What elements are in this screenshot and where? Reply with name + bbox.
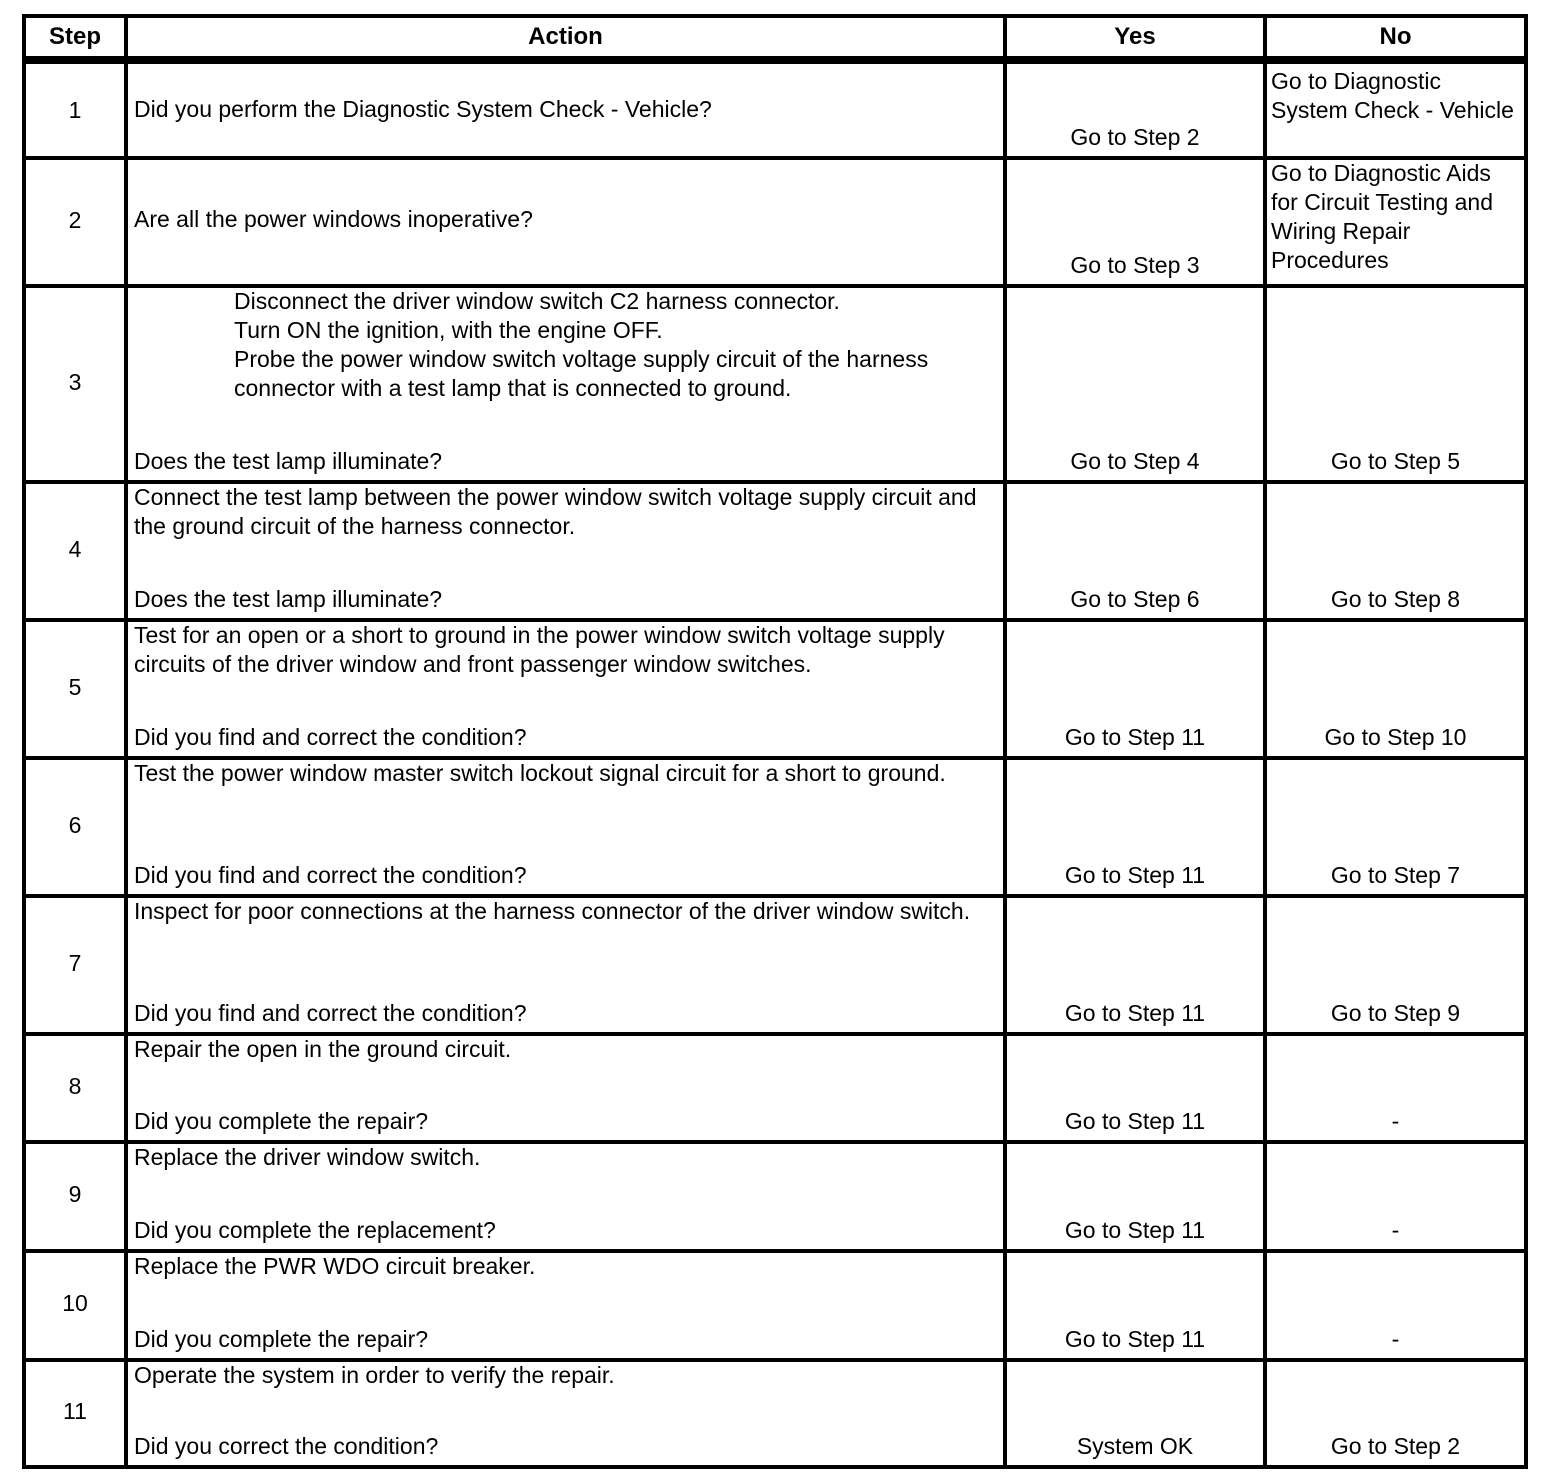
yes-cell — [1003, 156, 1267, 288]
table-row — [22, 1032, 1528, 1144]
yes-result: Go to Step 2 — [1070, 124, 1200, 150]
yes-cell — [1003, 480, 1267, 622]
action-question: Did you perform the Diagnostic System Check - Vehicle? — [134, 96, 712, 122]
action-steps — [134, 1361, 999, 1390]
header-action: Action — [124, 14, 1007, 60]
no-result: - — [1391, 1108, 1400, 1134]
no-cell — [1263, 284, 1528, 484]
no-cell — [1263, 1140, 1528, 1253]
action-cell — [124, 618, 1007, 760]
no-result: - — [1391, 1217, 1400, 1243]
action-cell — [124, 284, 1007, 484]
step-number: 7 — [22, 894, 128, 1036]
yes-result: Go to Step 3 — [1070, 252, 1200, 278]
yes-result: Go to Step 11 — [1064, 1217, 1206, 1243]
action-question: Did you complete the replacement? — [134, 1217, 496, 1243]
action-question: Does the test lamp illuminate? — [134, 586, 443, 612]
action-cell — [124, 156, 1007, 288]
action-cell — [124, 60, 1007, 160]
header-no: No — [1263, 14, 1528, 60]
action-cell — [124, 1249, 1007, 1362]
yes-cell — [1003, 618, 1267, 760]
yes-result: Go to Step 11 — [1064, 1108, 1206, 1134]
no-cell — [1263, 156, 1528, 288]
table-header-row — [22, 14, 1528, 60]
action-cell — [124, 480, 1007, 622]
action-question: Did you complete the repair? — [134, 1326, 429, 1352]
step-number: 8 — [22, 1032, 128, 1144]
no-result: Go to Step 8 — [1330, 586, 1461, 612]
action-question: Did you find and correct the condition? — [134, 1000, 527, 1026]
action-step-text: Repair the open in the ground circuit. — [134, 1036, 512, 1062]
no-cell — [1263, 894, 1528, 1036]
action-step-text: Test the power window master switch lockout signal circuit for a short to ground. — [134, 760, 946, 786]
step-number: 3 — [22, 284, 128, 484]
no-result: Go to Step 7 — [1330, 862, 1461, 888]
yes-cell — [1003, 756, 1267, 898]
action-question: Did you complete the repair? — [134, 1108, 429, 1134]
yes-result: Go to Step 11 — [1064, 724, 1206, 750]
table-row — [22, 1140, 1528, 1253]
step-number: 4 — [22, 480, 128, 622]
action-cell — [124, 1032, 1007, 1144]
no-result: Go to Diagnostic System Check - Vehicle — [1271, 68, 1514, 123]
no-cell — [1263, 60, 1528, 160]
table-row — [22, 156, 1528, 288]
action-cell — [124, 1358, 1007, 1469]
no-result: Go to Diagnostic Aids for Circuit Testing and Wiring Repair Procedures — [1271, 160, 1500, 273]
action-steps — [134, 759, 999, 788]
yes-result: Go to Step 6 — [1070, 586, 1200, 612]
yes-cell — [1003, 1032, 1267, 1144]
table-row — [22, 284, 1528, 484]
action-cell — [124, 894, 1007, 1036]
action-question: Did you correct the condition? — [134, 1433, 439, 1459]
action-step-text: Disconnect the driver window switch C2 harness connector. — [234, 288, 840, 314]
yes-result: Go to Step 11 — [1064, 1000, 1206, 1026]
table-row — [22, 618, 1528, 760]
yes-result: System OK — [1076, 1433, 1194, 1459]
action-steps — [134, 897, 999, 926]
step-number: 5 — [22, 618, 128, 760]
yes-cell — [1003, 1249, 1267, 1362]
action-steps — [134, 621, 999, 679]
table-row — [22, 756, 1528, 898]
table-row — [22, 60, 1528, 160]
action-step-text: Connect the test lamp between the power window switch voltage supply circuit and the ground circuit of the harness connector. — [134, 484, 977, 539]
header-step: Step — [22, 14, 128, 60]
yes-result: Go to Step 11 — [1064, 1326, 1206, 1352]
no-cell — [1263, 1249, 1528, 1362]
action-steps — [134, 1035, 999, 1064]
step-number: 11 — [22, 1358, 128, 1469]
yes-cell — [1003, 60, 1267, 160]
yes-cell — [1003, 284, 1267, 484]
step-number: 6 — [22, 756, 128, 898]
action-question: Did you find and correct the condition? — [134, 724, 527, 750]
header-yes: Yes — [1003, 14, 1267, 60]
no-result: - — [1391, 1326, 1400, 1352]
yes-cell — [1003, 1358, 1267, 1469]
action-step-text: Inspect for poor connections at the harness connector of the driver window switch. — [134, 898, 971, 924]
action-steps — [134, 1143, 999, 1172]
yes-cell — [1003, 894, 1267, 1036]
action-step-text: Test for an open or a short to ground in the power window switch voltage supply circuits of the driver window and front passenger window switches. — [134, 622, 945, 677]
action-step-text: Replace the driver window switch. — [134, 1144, 481, 1170]
action-steps — [134, 287, 999, 403]
yes-result: Go to Step 11 — [1064, 862, 1206, 888]
step-number: 1 — [22, 60, 128, 160]
table-row — [22, 894, 1528, 1036]
action-cell — [124, 756, 1007, 898]
diagnostic-table — [22, 14, 1528, 1469]
no-cell — [1263, 618, 1528, 760]
yes-result: Go to Step 4 — [1070, 448, 1200, 474]
action-question: Are all the power windows inoperative? — [134, 206, 533, 232]
action-cell — [124, 1140, 1007, 1253]
action-question: Did you find and correct the condition? — [134, 862, 527, 888]
no-cell — [1263, 756, 1528, 898]
step-number: 2 — [22, 156, 128, 288]
no-cell — [1263, 480, 1528, 622]
action-step-text: Probe the power window switch voltage supply circuit of the harness connector with a test lamp that is connected to ground. — [234, 346, 929, 401]
no-cell — [1263, 1032, 1528, 1144]
action-steps — [134, 483, 999, 541]
no-result: Go to Step 9 — [1330, 1000, 1461, 1026]
action-step-text: Replace the PWR WDO circuit breaker. — [134, 1253, 536, 1279]
step-number: 9 — [22, 1140, 128, 1253]
action-step-text: Operate the system in order to verify the repair. — [134, 1362, 615, 1388]
action-question: Does the test lamp illuminate? — [134, 448, 443, 474]
table-row — [22, 1249, 1528, 1362]
table-row — [22, 1358, 1528, 1469]
table-row — [22, 480, 1528, 622]
no-result: Go to Step 2 — [1330, 1433, 1461, 1459]
action-steps — [134, 1252, 999, 1281]
action-step-text: Turn ON the ignition, with the engine OFF. — [234, 317, 663, 343]
yes-cell — [1003, 1140, 1267, 1253]
no-result: Go to Step 10 — [1324, 724, 1467, 750]
no-result: Go to Step 5 — [1330, 448, 1461, 474]
no-cell — [1263, 1358, 1528, 1469]
step-number: 10 — [22, 1249, 128, 1362]
